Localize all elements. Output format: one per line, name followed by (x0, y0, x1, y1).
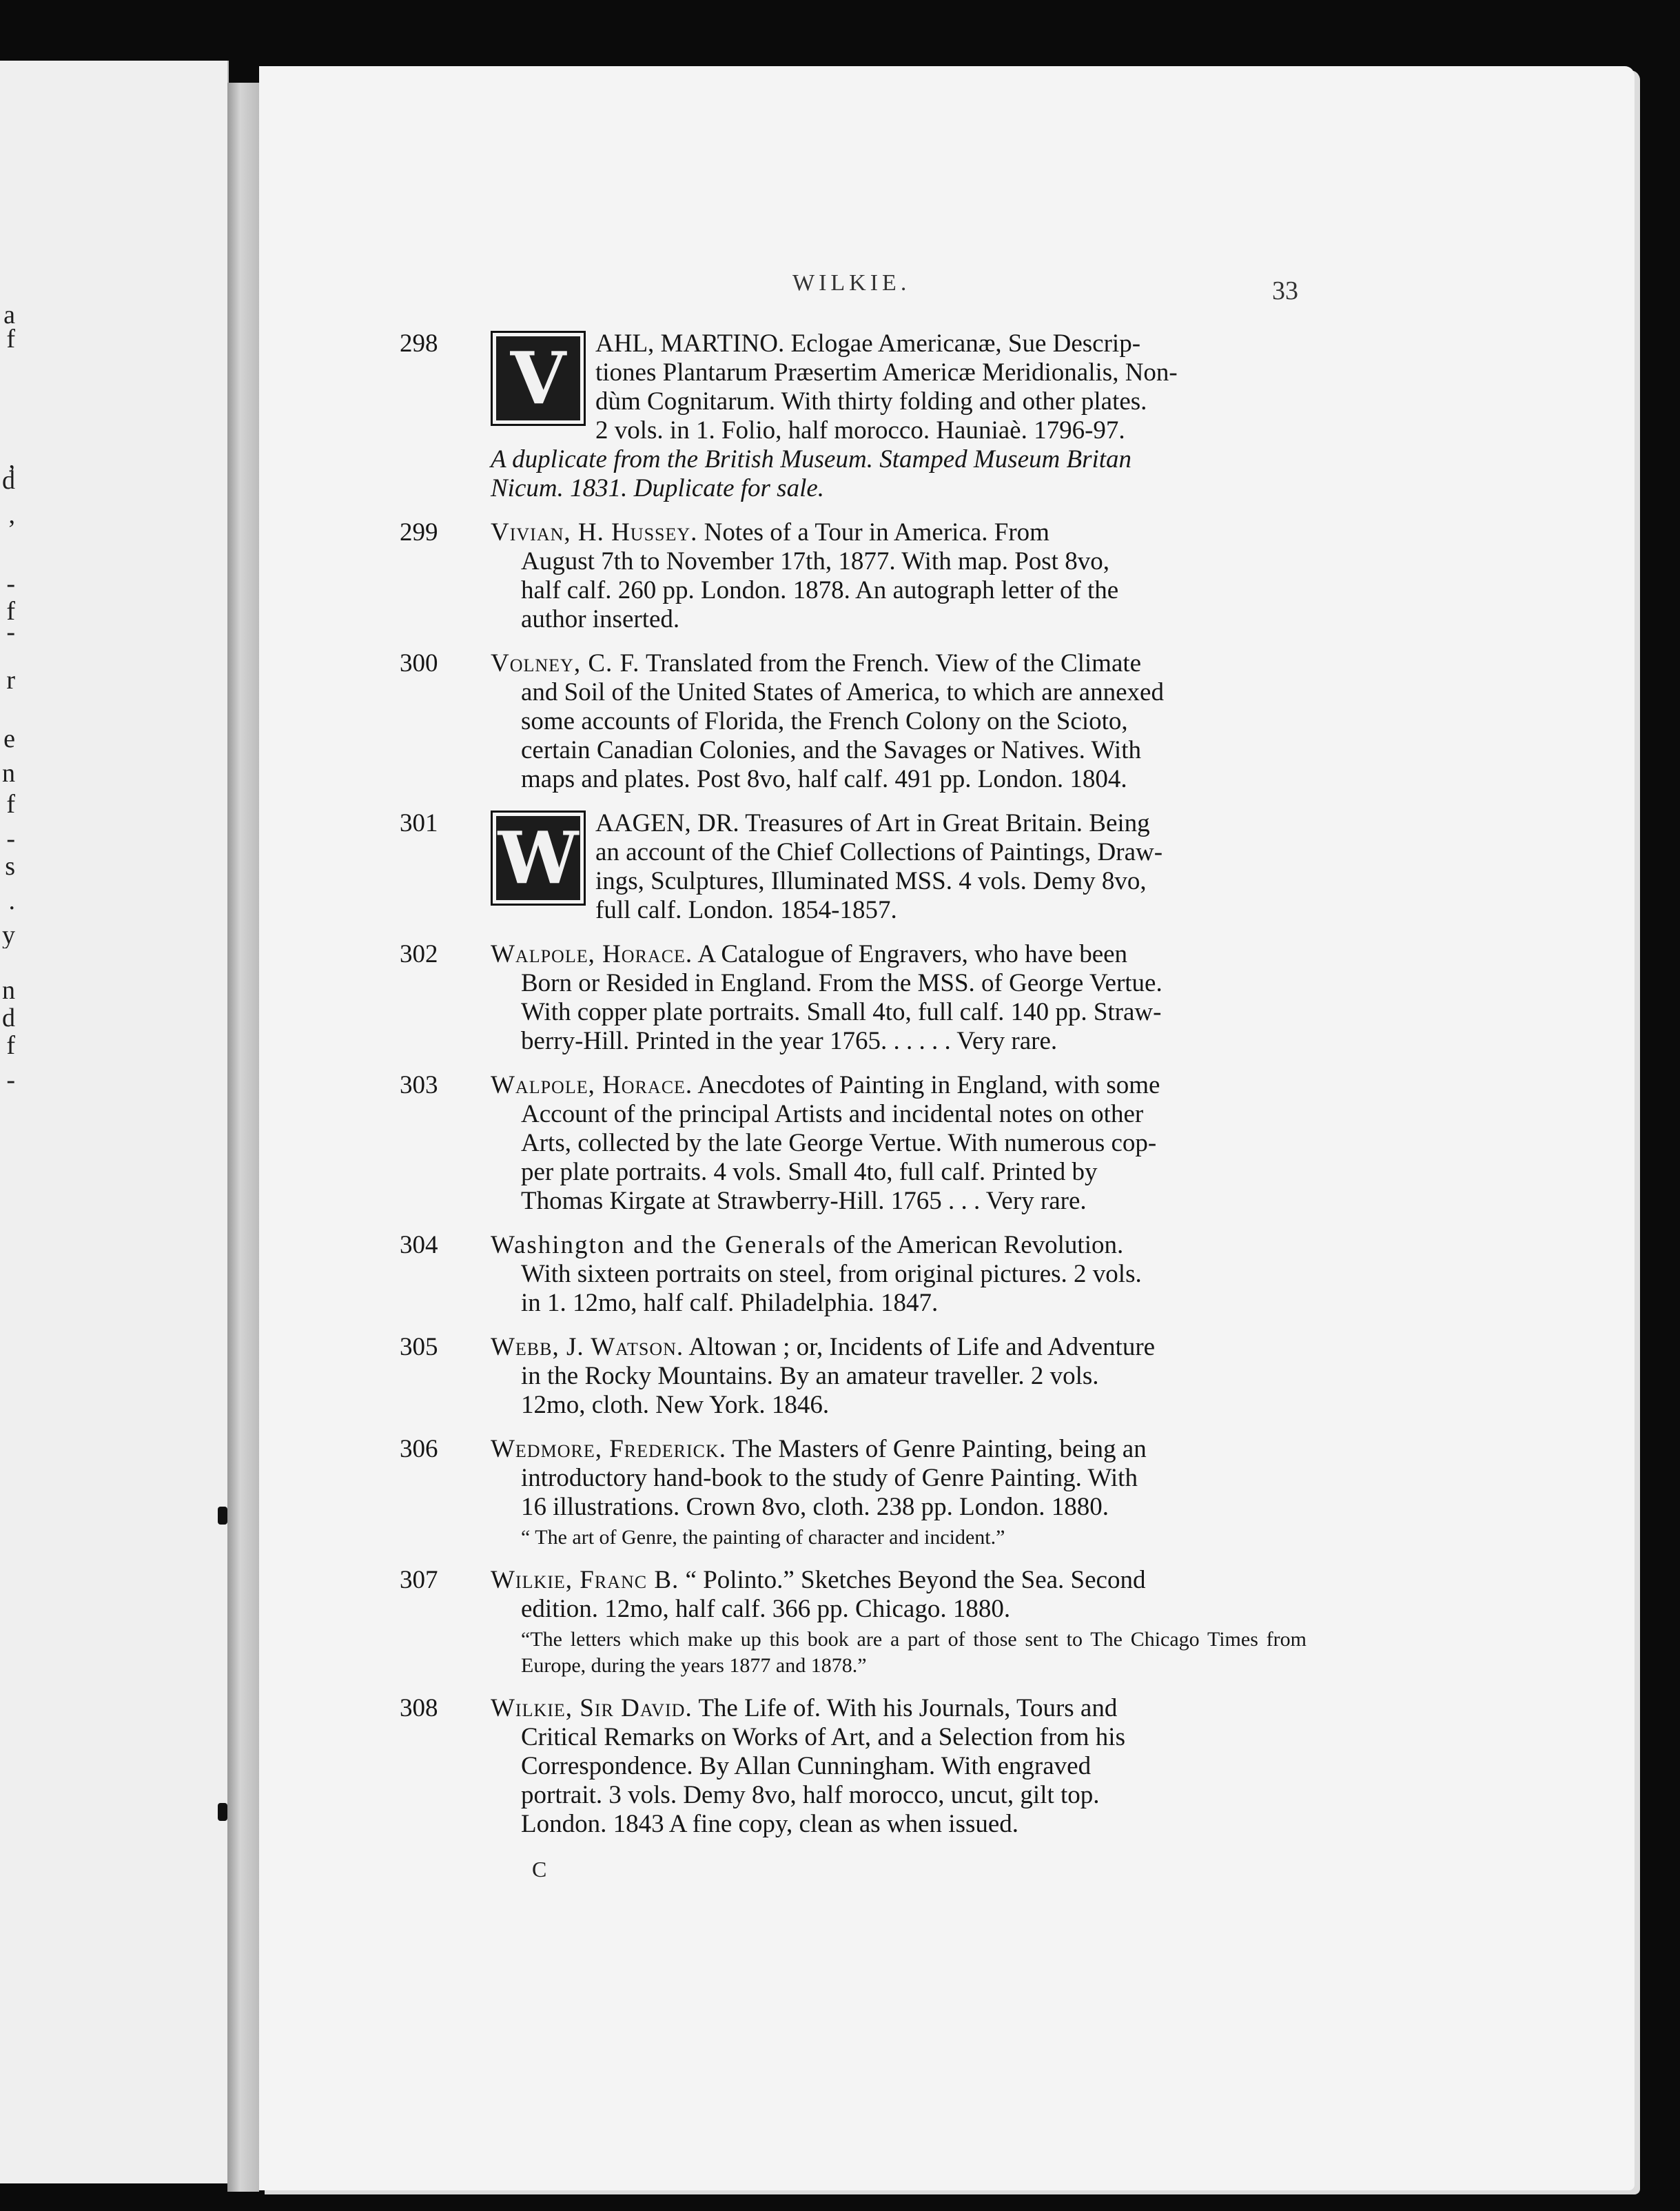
entry-heading: Wilkie, Franc B. (491, 1566, 679, 1594)
lot-number: 303 (400, 1071, 438, 1099)
left-page-edge-text: n (2, 977, 15, 1003)
entry-text: tiones Plantarum Præsertim Americæ Meridionalis, Non- (595, 358, 1178, 387)
catalog-entry (400, 1071, 1307, 1216)
entry-text: A Catalogue of Engravers, who have been (697, 940, 1128, 968)
catalog-entries (400, 329, 1307, 1854)
left-page-edge-text: s (5, 853, 15, 879)
catalog-entry (400, 1231, 1307, 1318)
page-number: 33 (1272, 276, 1298, 305)
entry-text: author inserted. (521, 605, 680, 633)
entry-text: edition. 12mo, half calf. 366 pp. Chicago. 1880. (521, 1595, 1011, 1623)
lot-number: 307 (400, 1566, 438, 1594)
entry-text: per plate portraits. 4 vols. Small 4to, full calf. Printed by (521, 1158, 1098, 1186)
catalog-entry (400, 1566, 1307, 1679)
catalog-entry (400, 1435, 1307, 1551)
entry-text: Correspondence. By Allan Cunningham. With engraved (521, 1752, 1092, 1780)
catalog-entry (400, 518, 1307, 634)
lot-number: 304 (400, 1231, 438, 1259)
catalog-entry (400, 329, 1307, 503)
entry-text: some accounts of Florida, the French Colony on the Scioto, (521, 707, 1128, 735)
left-page-edge-text: f (6, 1032, 15, 1059)
left-page-edge-text: - (6, 826, 15, 852)
left-page-edge-text: y (2, 922, 15, 948)
entry-text: The Life of. With his Journals, Tours and (698, 1694, 1118, 1722)
book-gutter (227, 83, 259, 2192)
entry-text: Account of the principal Artists and incidental notes on other (521, 1100, 1144, 1128)
entry-text: Thomas Kirgate at Strawberry-Hill. 1765 . . . Very rare. (521, 1187, 1087, 1215)
left-page-edge-text: a (3, 302, 15, 328)
entry-text: With sixteen portraits on steel, from original pictures. 2 vols. (521, 1260, 1142, 1288)
entry-text: Born or Resided in England. From the MSS. of George Vertue. (521, 969, 1162, 997)
entry-heading: Walpole, Horace. (491, 940, 693, 968)
left-page-edge-text: e (3, 726, 15, 752)
binding-mark (218, 1507, 227, 1525)
entry-text: in the Rocky Mountains. By an amateur traveller. 2 vols. (521, 1362, 1099, 1390)
entry-text: dùm Cognitarum. With thirty folding and other plates. (595, 387, 1147, 416)
entry-text: 2 vols. in 1. Folio, half morocco. Hauniaè. 1796-97. (595, 416, 1125, 445)
entry-text: berry-Hill. Printed in the year 1765. . . . . . Very rare. (521, 1027, 1058, 1055)
entry-text: half calf. 260 pp. London. 1878. An autograph letter of the (521, 576, 1119, 604)
entry-text: Critical Remarks on Works of Art, and a Selection from his (521, 1723, 1125, 1751)
signature-mark: C (532, 1857, 547, 1882)
entry-heading: Walpole, Horace. (491, 1071, 693, 1099)
left-page-edge-text: d (2, 1005, 15, 1031)
catalog-entry (400, 940, 1307, 1056)
entry-text: 16 illustrations. Crown 8vo, cloth. 238 pp. London. 1880. (521, 1493, 1109, 1521)
catalog-entry (400, 1694, 1307, 1839)
entry-text: AHL, MARTINO. Eclogae Americanæ, Sue Descrip- (595, 329, 1141, 358)
entry-text: Translated from the French. View of the Climate (645, 649, 1142, 677)
lot-number: 308 (400, 1694, 438, 1722)
left-page-edge-text: f (6, 791, 15, 817)
left-page-edge-text: , (8, 502, 15, 528)
left-page-edge-text: f (6, 326, 15, 352)
entry-text: London. 1843 A fine copy, clean as when issued. (521, 1810, 1019, 1838)
entry-text: Nicum. 1831. Duplicate for sale. (491, 474, 825, 502)
entry-quote: “ The art of Genre, the painting of character and incident.” (521, 1526, 1005, 1549)
initial-letter: W (498, 815, 579, 900)
running-head: WILKIE. (792, 270, 911, 296)
left-page-edge-text: - (6, 1067, 15, 1093)
lot-number: 306 (400, 1435, 438, 1463)
left-page-edge-text: - (6, 571, 15, 597)
catalog-entry (400, 1333, 1307, 1420)
entry-text: AAGEN, DR. Treasures of Art in Great Britain. Being (595, 809, 1150, 837)
entry-text: 12mo, cloth. New York. 1846. (521, 1391, 830, 1419)
left-page-edge-text: f (6, 598, 15, 624)
entry-text: With copper plate portraits. Small 4to, full calf. 140 pp. Straw- (521, 998, 1162, 1026)
initial-letter: V (510, 336, 566, 420)
left-page-edge-text: d (2, 467, 15, 493)
left-page-edge-text: - (6, 619, 15, 645)
entry-text: August 7th to November 17th, 1877. With map. Post 8vo, (521, 547, 1109, 575)
entry-heading: Washington and the Generals (491, 1231, 827, 1259)
entry-text: portrait. 3 vols. Demy 8vo, half morocco, uncut, gilt top. (521, 1781, 1100, 1809)
catalog-entry (400, 649, 1307, 794)
left-page-edge-text: , (8, 447, 15, 473)
entry-text: certain Canadian Colonies, and the Savages or Natives. With (521, 736, 1141, 764)
catalog-entry (400, 809, 1307, 925)
entry-text: and Soil of the United States of America, to which are annexed (521, 678, 1164, 706)
entry-text: A duplicate from the British Museum. Stamped Museum Britan (491, 445, 1132, 473)
entry-heading: Volney, C. F. (491, 649, 640, 677)
lot-number: 298 (400, 329, 438, 358)
entry-text: an account of the Chief Collections of Paintings, Draw- (595, 838, 1163, 866)
entry-heading: Webb, J. Watson. (491, 1333, 684, 1361)
entry-text: of the American Revolution. (832, 1231, 1124, 1259)
decorated-initial (491, 811, 586, 906)
lot-number: 302 (400, 940, 438, 968)
entry-heading: Wilkie, Sir David. (491, 1694, 693, 1722)
lot-number: 305 (400, 1333, 438, 1361)
entry-text: Notes of a Tour in America. From (704, 518, 1049, 547)
entry-heading: Vivian, H. Hussey. (491, 518, 698, 547)
entry-text: Anecdotes of Painting in England, with some (697, 1071, 1160, 1099)
entry-text: “ Polinto.” Sketches Beyond the Sea. Second (685, 1566, 1146, 1594)
entry-text: Altowan ; or, Incidents of Life and Adventure (688, 1333, 1156, 1361)
entry-heading: Wedmore, Frederick. (491, 1435, 727, 1463)
decorated-initial (491, 331, 586, 426)
lot-number: 300 (400, 649, 438, 677)
entry-text: The Masters of Genre Painting, being an (732, 1435, 1147, 1463)
left-page-edge-text: r (6, 667, 15, 693)
entry-text: full calf. London. 1854-1857. (595, 896, 897, 924)
entry-text: introductory hand-book to the study of Genre Painting. With (521, 1464, 1138, 1492)
left-page-edge-text: n (2, 760, 15, 786)
left-page (0, 61, 229, 2183)
entry-text: ings, Sculptures, Illuminated MSS. 4 vols. Demy 8vo, (595, 867, 1147, 895)
binding-mark (218, 1803, 227, 1821)
entry-text: maps and plates. Post 8vo, half calf. 491 pp. London. 1804. (521, 765, 1127, 793)
lot-number: 299 (400, 518, 438, 547)
lot-number: 301 (400, 809, 438, 837)
entry-text: in 1. 12mo, half calf. Philadelphia. 1847. (521, 1289, 939, 1317)
entry-text: Arts, collected by the late George Vertue. With numerous cop- (521, 1129, 1157, 1157)
left-page-edge-text: . (8, 888, 15, 914)
entry-quote: “The letters which make up this book are a part of those sent to The Chicago Times from Europe, during the years 1877 and 1878.” (521, 1628, 1307, 1677)
